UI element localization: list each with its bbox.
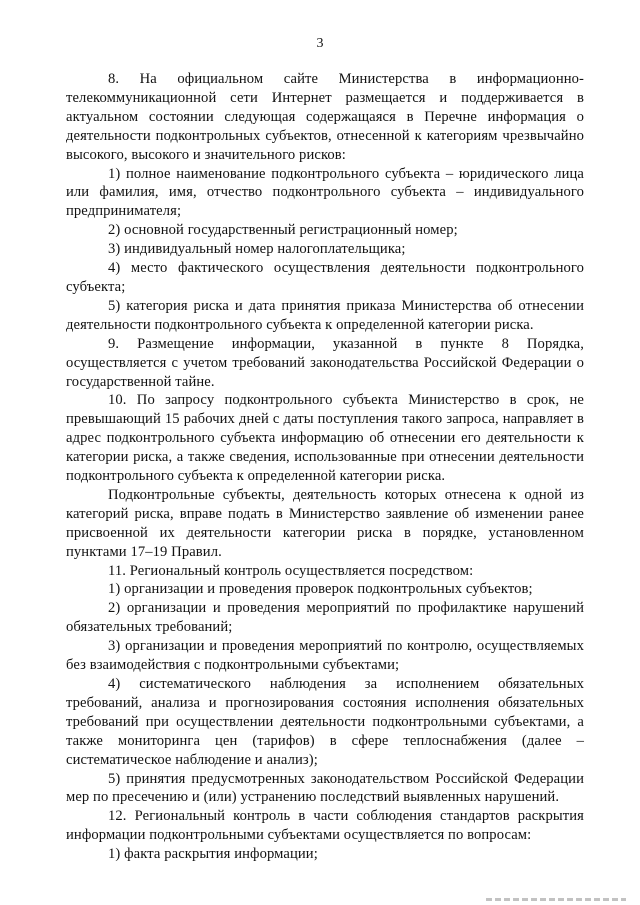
list-item-8-2: 2) основной государственный регистрационный номер; <box>108 222 458 239</box>
paragraph-8: 8. На официальном сайте Министерства в информационно-телекоммуникационной сети Интернет размещается и поддерживается в актуальном состоянии следующая содержащаяся в Перечне информация о деятельности подконтрольных субъектов, отнесенной к категориям чрезвычайно высокого, высокого и значительного рисков: <box>66 71 584 163</box>
list-item-11-4: 4) систематического наблюдения за исполнением обязательных требований, анализа и прогнозирования состояния исполнения обязательных требований при осуществлении деятельности подконтрольными субъектами, а также мониторинга цен (тарифов) в сфере теплоснабжения (далее – систематическое наблюдение и анализ); <box>66 676 584 768</box>
list-item-11-5: 5) принятия предусмотренных законодательством Российской Федерации мер по пресечению и (или) устранению последствий выявленных нарушений. <box>66 770 584 806</box>
list-item-8-4: 4) место фактического осуществления деятельности подконтрольного субъекта; <box>66 260 584 295</box>
document-body <box>66 70 584 864</box>
list-item-11-3: 3) организации и проведения мероприятий по контролю, осуществляемых без взаимодействия с подконтрольными субъектами; <box>66 638 584 674</box>
list-item-8-1: 1) полное наименование подконтрольного субъекта – юридического лица или фамилия, имя, отчество подконтрольного субъекта – индивидуального предпринимателя; <box>66 165 584 220</box>
paragraph-12: 12. Региональный контроль в части соблюдения стандартов раскрытия информации подконтрольными субъектами осуществляется по вопросам: <box>66 808 584 844</box>
paragraph-10: 10. По запросу подконтрольного субъекта Министерство в срок, не превышающий 15 рабочих дней с даты поступления такого запроса, направляет в адрес подконтрольного субъекта информацию об отнесении его деятельности к категории риска, а также сведения, использованные при отнесении деятельности подконтрольного субъекта к определенной категории риска. <box>66 392 584 485</box>
list-item-8-3: 3) индивидуальный номер налогоплательщика; <box>108 241 406 258</box>
list-item-8-5: 5) категория риска и дата принятия приказа Министерства об отнесении деятельности подконтрольного субъекта к определенной категории риска. <box>66 297 584 333</box>
list-item-11-1: 1) организации и проведения проверок подконтрольных субъектов; <box>108 581 533 598</box>
list-item-11-2: 2) организации и проведения мероприятий по профилактике нарушений обязательных требований; <box>66 600 584 636</box>
paragraph-11: 11. Региональный контроль осуществляется посредством: <box>108 562 474 579</box>
paragraph-9: 9. Размещение информации, указанной в пункте 8 Порядка, осуществляется с учетом требований законодательства Российской Федерации о государственной тайне. <box>66 335 584 390</box>
paragraph-10-continuation: Подконтрольные субъекты, деятельность которых отнесена к одной из категорий риска, вправе подать в Министерство заявление об изменении ранее присвоенной их деятельности категории риска в порядке, установленном пунктами 17–19 Правил. <box>66 486 584 560</box>
page-number: 3 <box>316 36 324 51</box>
scan-artifact <box>486 898 626 901</box>
list-item-12-1: 1) факта раскрытия информации; <box>108 846 318 863</box>
